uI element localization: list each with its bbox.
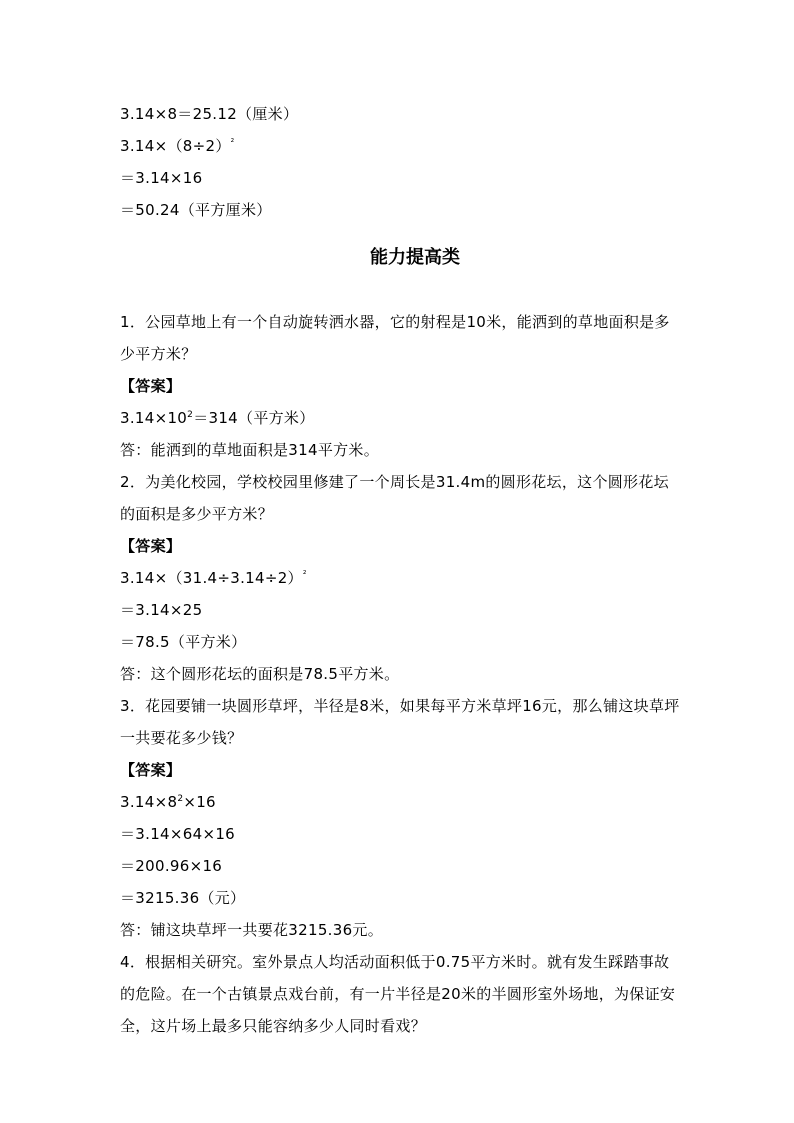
superscript: 2 (187, 410, 194, 420)
answer-reply: 答：能洒到的草地面积是314平方米。 (120, 441, 380, 459)
calc-line: ＝50.24（平方厘米） (120, 201, 272, 219)
section-title: 能力提高类 (370, 247, 460, 268)
superscript: ² (230, 138, 235, 148)
answer-label: 【答案】 (120, 761, 182, 779)
calc-line: ＝3.14×64×16 (120, 825, 236, 843)
answer-label: 【答案】 (120, 377, 182, 395)
document-page (120, 98, 680, 1042)
question-1-text: 1．公园草地上有一个自动旋转洒水器，它的射程是10米，能洒到的草地面积是多少平方米？ (120, 313, 670, 363)
answer-label: 【答案】 (120, 537, 182, 555)
calc-line: ＝3215.36（元） (120, 889, 246, 907)
answer-reply: 答：铺这块草坪一共要花3215.36元。 (120, 921, 384, 939)
calc-text: 3.14×8 (120, 793, 178, 811)
calc-text: 3.14×（8÷2） (120, 137, 231, 155)
calc-text: 3.14×10 (120, 409, 188, 427)
calc-text: 3.14×（31.4÷3.14÷2） (120, 569, 303, 587)
calc-text: ＝314（平方米） (193, 409, 315, 427)
superscript: ² (302, 570, 307, 580)
question-3-text: 3．花园要铺一块圆形草坪，半径是8米，如果每平方米草坪16元，那么铺这块草坪一共要花多少钱？ (120, 697, 680, 747)
question-2-text: 2．为美化校园，学校校园里修建了一个周长是31.4m的圆形花坛，这个圆形花坛的面积是多少平方米？ (120, 473, 669, 523)
answer-reply: 答：这个圆形花坛的面积是78.5平方米。 (120, 665, 400, 683)
calc-line (120, 130, 680, 162)
calc-line: 3.14×8＝25.12（厘米） (120, 105, 299, 123)
calc-line: ＝78.5（平方米） (120, 633, 247, 651)
calc-line (120, 786, 680, 818)
calc-line: ＝3.14×16 (120, 169, 203, 187)
question-4-text: 4．根据相关研究。室外景点人均活动面积低于0.75平方米时。就有发生踩踏事故的危险。在一个古镇景点戏台前，有一片半径是20米的半圆形室外场地，为保证安全，这片场上最多只能容纳多少人同时看戏？ (120, 953, 676, 1035)
calc-line (120, 562, 680, 594)
calc-line (120, 402, 680, 434)
calc-line: ＝200.96×16 (120, 857, 223, 875)
calc-text: ×16 (183, 793, 216, 811)
calc-line: ＝3.14×25 (120, 601, 203, 619)
superscript: 2 (177, 794, 184, 804)
